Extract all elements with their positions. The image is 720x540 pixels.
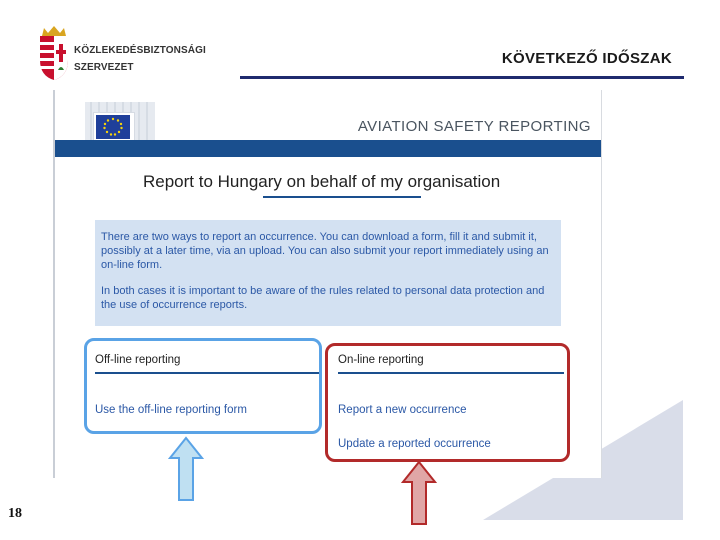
heading-underline [263,196,421,198]
page-number: 18 [8,506,22,521]
info-box [95,220,561,326]
red-up-arrow-icon [401,460,437,526]
organisation-name [74,42,206,76]
online-highlight-frame [325,343,570,462]
page-heading: Report to Hungary on behalf of my organisation [143,172,501,191]
offline-reporting-heading: Off-line reporting [95,352,321,374]
site-banner [55,90,601,138]
info-paragraph-2: In both cases it is important to be aware of the rules related to personal data protection and the use of occurrence reports. [101,285,545,311]
update-reported-occurrence-link[interactable]: Update a reported occurrence [338,438,491,450]
organisation-name-line2: SZERVEZET [74,62,134,73]
organisation-name-line1: KÖZLEKEDÉSBIZTONSÁGI [74,45,206,56]
title-underline [240,76,684,79]
report-new-occurrence-link[interactable]: Report a new occurrence [338,404,467,416]
offline-reporting-form-link[interactable]: Use the off-line reporting form [95,404,247,416]
slide-title: KÖVETKEZŐ IDŐSZAK [501,50,672,67]
offline-highlight-frame [84,338,322,434]
navigation-bar [55,140,601,157]
online-reporting-heading: On-line reporting [338,352,564,374]
blue-up-arrow-icon [168,436,204,502]
info-paragraph-1: There are two ways to report an occurrence. You can download a form, fill it and submit it, possibly at a later time, via an upload. You can also submit your report immediately using an on-line form. [101,231,549,271]
eu-flag-icon [96,115,130,139]
banner-title: AVIATION SAFETY REPORTING [357,118,591,135]
